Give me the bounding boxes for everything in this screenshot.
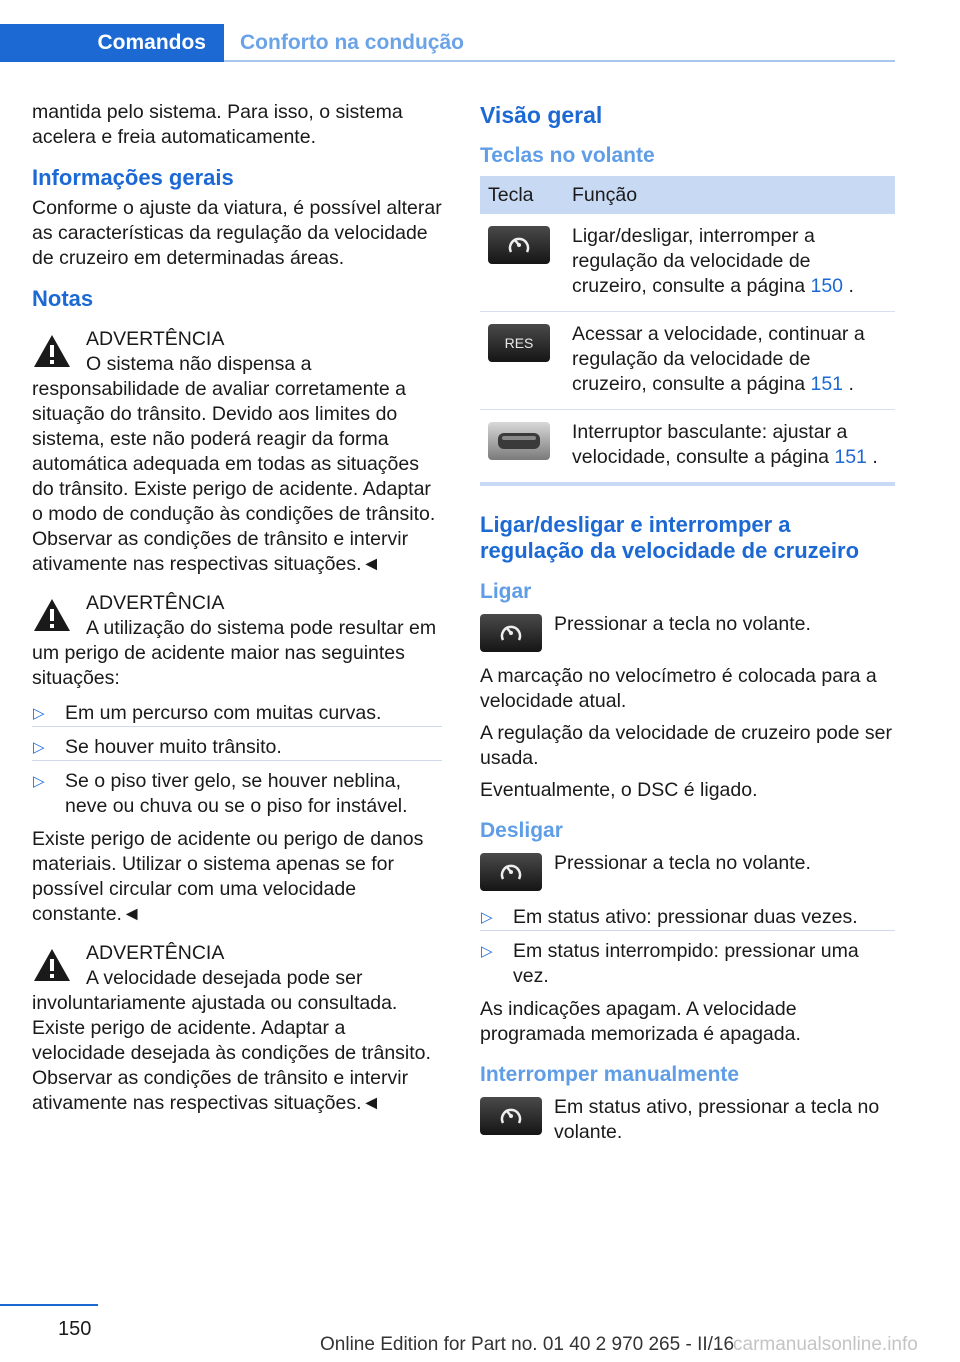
warning-3-text: A velocidade desejada pode ser involuntariamente ajustada ou consultada. Existe perigo de acidente. Adaptar a velocidade desejada às condições de trânsito. Observar as condições de trânsito e intervir ativamente nas respectivas situações.◄ [32,967,431,1114]
list-item: ▷ Se houver muito trânsito. [32,735,442,761]
off-list [480,905,895,989]
warning-block-3 [32,941,442,1116]
left-column [32,100,442,1126]
interrupt-instruction: Em status ativo, pressionar a tecla no volante. [480,1095,895,1145]
interrupt-heading: Interromper manualmente [480,1063,740,1086]
notes-heading: Notas [32,286,94,311]
bullet-triangle-icon: ▷ [481,909,493,926]
bullet-triangle-icon: ▷ [33,773,45,790]
table-cell-function: Ligar/desligar, interromper a regulação da velocidade de cruzeiro, consulte a página 150 . [564,214,895,312]
warning-2-title: ADVERTÊNCIA [86,592,225,614]
list-item: ▷ Em um percurso com muitas curvas. [32,701,442,727]
column-header-function: Função [564,176,895,214]
warning-3-title: ADVERTÊNCIA [86,942,225,964]
off-after: As indicações apagam. A velocidade programada memorizada é apagada. [480,998,801,1045]
warning-1-title: ADVERTÊNCIA [86,328,225,350]
warning-block-1 [32,327,442,577]
table-cell-function: Acessar a velocidade, continuar a regulação da velocidade de cruzeiro, consulte a página 151 . [564,312,895,410]
bullet-triangle-icon: ▷ [33,705,45,722]
table-row [480,312,895,410]
page-link[interactable]: 151 [834,446,867,468]
top-navigation [0,24,895,62]
warning-1-text: O sistema não dispensa a responsabilidade de avaliar corretamente a situação do trânsito. Devido aos limites do sistema, este não poderá reagir da forma automática adequada em todas as situações do trânsito. Existe perigo de acidente. Adaptar o modo de condução às condições de trânsito. Observar as condições de trânsito e intervir ativamente nas respectivas situações.◄ [32,353,436,575]
edition-footer: Online Edition for Part no. 01 40 2 970 265 - II/16 [320,1334,735,1355]
footer-divider [0,1304,98,1306]
header-divider [224,60,895,62]
off-heading: Desligar [480,819,563,842]
warning-2-after: Existe perigo de acidente ou perigo de danos materiais. Utilizar o sistema apenas se for possível circular com uma velocidade constante.◄ [32,828,424,925]
list-item: ▷ Em status interrompido: pressionar uma vez. [481,940,859,987]
on-heading: Ligar [480,580,532,603]
onoff-heading: Ligar/desligar e interromper a regulação da velocidade de cruzeiro [480,512,860,563]
cruise-control-icon [480,1097,542,1135]
warning-triangle-icon [32,597,72,635]
tab-conforto-na-conducao[interactable]: Conforto na condução [240,31,464,54]
on-text-3: Eventualmente, o DSC é ligado. [480,779,758,801]
general-heading: Informações gerais [32,165,234,190]
page-link[interactable]: 150 [810,275,844,297]
on-text-1: A marcação no velocímetro é colocada para a velocidade atual. [480,665,877,712]
list-item: ▷ Em status ativo: pressionar duas vezes. [480,905,895,931]
warning-2-text: A utilização do sistema pode resultar em um perigo de acidente maior nas seguintes situações: [32,617,437,689]
table-cell-function: Interruptor basculante: ajustar a velocidade, consulte a página 151 . [564,410,895,485]
warning-triangle-icon [32,333,72,371]
cruise-control-icon [488,226,550,264]
on-instruction: Pressionar a tecla no volante. [480,612,895,656]
warning-2-list [32,701,442,819]
watermark: carmanualsonline.info [733,1334,918,1355]
keys-heading: Teclas no volante [480,144,655,167]
intro-text: mantida pelo sistema. Para isso, o sistema acelera e freia automaticamente. [32,101,403,148]
page-link[interactable]: 151 [810,373,844,395]
table-header-row [480,176,895,214]
table-row [480,410,895,485]
keys-table [480,176,895,486]
on-text-2: A regulação da velocidade de cruzeiro pode ser usada. [480,722,892,769]
table-row [480,214,895,312]
off-instruction: Pressionar a tecla no volante. [480,851,895,895]
res-icon: RES [488,324,550,362]
right-column [480,100,895,1153]
rocker-switch-icon [488,422,550,460]
cruise-control-icon [480,614,542,652]
bullet-triangle-icon: ▷ [33,739,45,756]
column-header-key: Tecla [480,176,564,214]
warning-triangle-icon [32,947,72,985]
general-text: Conforme o ajuste da viatura, é possível alterar as características da regulação da velocidade de cruzeiro em determinadas áreas. [32,197,442,269]
tab-comandos[interactable]: Comandos [0,24,224,62]
warning-block-2 [32,591,442,691]
cruise-control-icon [480,853,542,891]
bullet-triangle-icon: ▷ [481,943,493,960]
page-number: 150 [58,1318,92,1340]
list-item: ▷ Se o piso tiver gelo, se houver neblina, neve ou chuva ou se o piso for instável. [33,770,408,817]
overview-heading: Visão geral [480,102,603,128]
